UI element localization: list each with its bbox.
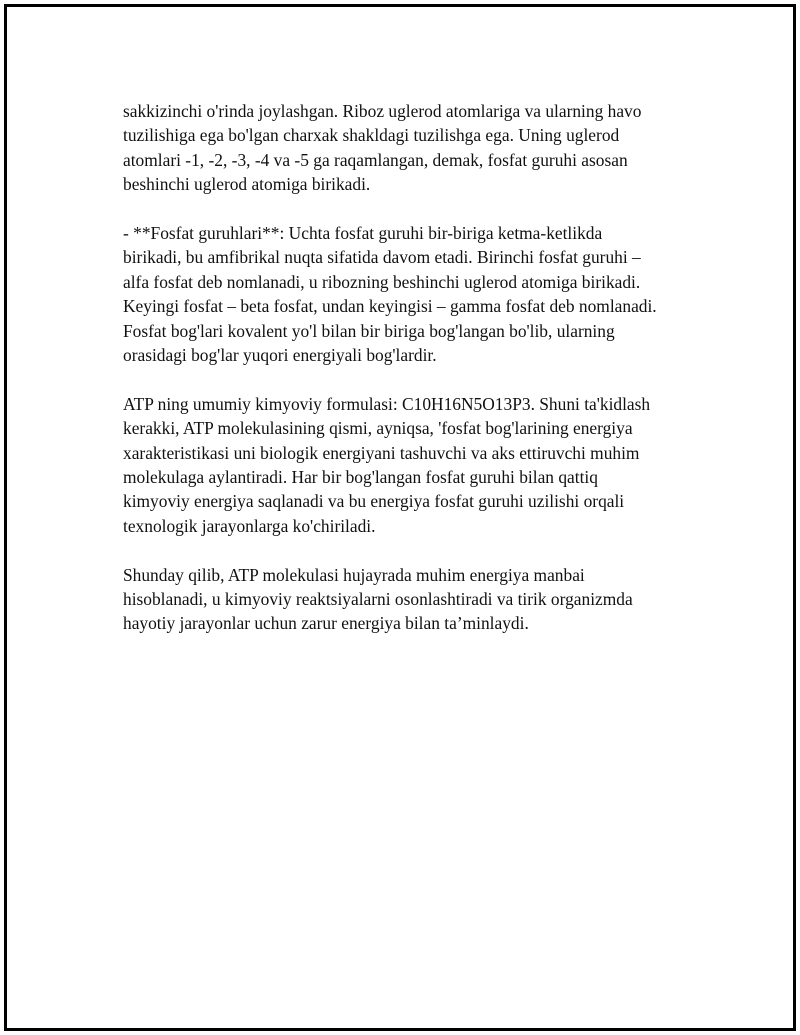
page-frame [4,4,796,1031]
paragraph-phosphate-groups: - **Fosfat guruhlari**: Uchta fosfat guruhi bir-biriga ketma-ketlikda birikadi, bu amfibrikal nuqta sifatida davom etadi. Birinchi fosfat guruhi – alfa fosfat deb nomlanadi, u ribozning beshinchi uglerod atomiga birikadi. Keyingi fosfat – beta fosfat, undan keyingisi – gamma fosfat deb nomlanadi. Fosfat bog'lari kovalent yo'l bilan bir biriga bog'langan bo'lib, ularning orasidagi bog'lar yuqori energiyali bog'lardir. [123,223,657,366]
paragraph-ribose: sakkizinchi o'rinda joylashgan. Riboz uglerod atomlariga va ularning havo tuzilishiga ega bo'lgan charxak shakldagi tuzilishga ega. Uning uglerod atomlari -1, -2, -3, -4 va -5 ga raqamlangan, demak, fosfat guruhi asosan beshinchi uglerod atomiga birikadi. [123,101,642,195]
paragraph-conclusion: Shunday qilib, ATP molekulasi hujayrada muhim energiya manbai hisoblanadi, u kimyoviy reaktsiyalarni osonlashtiradi va tirik organizmda hayotiy jarayonlar uchun zarur energiya bilan ta’minlaydi. [123,564,633,634]
document-body [123,99,707,660]
paragraph-atp-formula: ATP ning umumiy kimyoviy formulasi: C10H16N5O13P3. Shuni ta'kidlash kerakki, ATP molekulasining qismi, ayniqsa, 'fosfat bog'larining energiya xarakteristikasi uni biologik energiyani tashuvchi va aks ettiruvchi muhim molekulaga aylantiradi. Har bir bog'langan fosfat guruhi bilan qattiq kimyoviy energiya saqlanadi va bu energiya fosfat guruhi uzilishi orqali texnologik jarayonlarga ko'chiriladi. [123,393,651,536]
